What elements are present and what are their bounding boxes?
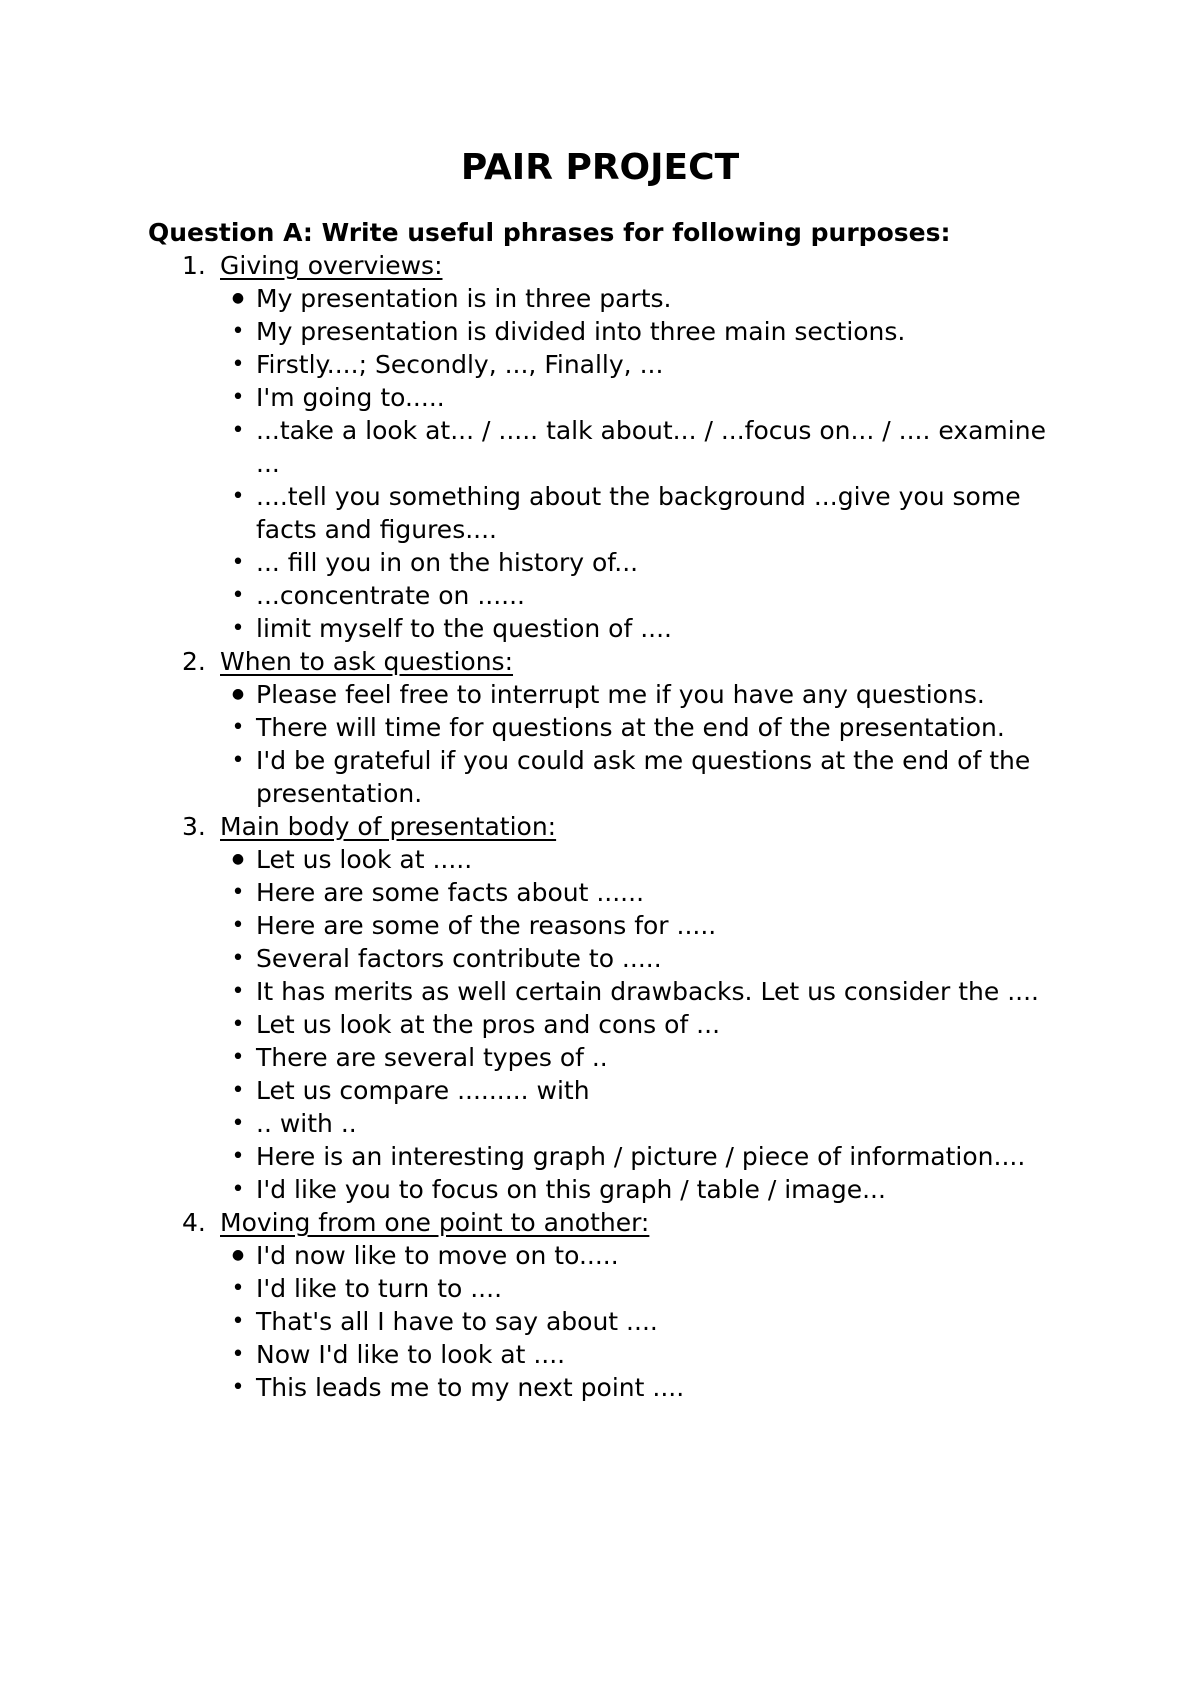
bullet-icon: • [231,1177,245,1202]
section-heading: When to ask questions: [220,647,514,676]
phrase-item: • My presentation is divided into three main sections. [148,315,1068,348]
bullet-icon: • [231,880,245,905]
phrase-item: • It has merits as well certain drawbacks. Let us consider the .... [148,975,1068,1008]
bullet-icon: • [231,748,245,773]
section-moving-between-points [148,1206,1068,1404]
bullet-icon: • [231,1045,245,1070]
phrase-list [220,678,1068,810]
phrase-item: ● I'd now like to move on to..... [148,1239,1068,1272]
phrase-item: • I'd be grateful if you could ask me questions at the end of the presentation. [148,744,1068,810]
document-body [148,216,1068,1404]
phrase-item: • .. with .. [148,1107,1068,1140]
phrase-item: • ... fill you in on the history of... [148,546,1068,579]
phrase-list [220,1239,1068,1404]
section-number: 3. [182,812,206,841]
question-heading: Question A: Write useful phrases for following purposes: [148,218,951,247]
document-title: PAIR PROJECT [460,147,740,188]
bullet-icon: • [231,913,245,938]
phrase-item: • Let us compare ......... with [148,1074,1068,1107]
phrase-item: ● My presentation is in three parts. [148,282,1068,315]
section-heading: Giving overviews: [220,251,443,280]
phrase-item: • I'm going to..... [148,381,1068,414]
phrase-item: • ...concentrate on ...... [148,579,1068,612]
section-when-to-ask-questions [148,645,1068,810]
bullet-icon: • [231,550,245,575]
phrase-list [220,843,1068,1206]
bullet-icon: • [231,1078,245,1103]
bullet-icon: • [231,616,245,641]
bullet-icon: ● [231,1247,245,1263]
phrase-item: • I'd like to turn to .... [148,1272,1068,1305]
phrase-item: ● Please feel free to interrupt me if you have any questions. [148,678,1068,711]
phrase-item: • There are several types of .. [148,1041,1068,1074]
bullet-icon: • [231,1375,245,1400]
bullet-icon: • [231,1342,245,1367]
bullet-icon: • [231,583,245,608]
phrase-item: ● Let us look at ..... [148,843,1068,876]
bullet-icon: ● [231,851,245,867]
bullet-icon: • [231,1276,245,1301]
phrase-item: • That's all I have to say about .... [148,1305,1068,1338]
section-list [148,249,1068,1404]
phrase-item: • Firstly....; Secondly, ..., Finally, ... [148,348,1068,381]
phrase-item: • Here are some of the reasons for ..... [148,909,1068,942]
section-main-body [148,810,1068,1206]
phrase-item: • ....tell you something about the background ...give you some facts and figures.... [148,480,1068,546]
bullet-icon: ● [231,686,245,702]
bullet-icon: • [231,352,245,377]
bullet-icon: • [231,946,245,971]
bullet-icon: • [231,1111,245,1136]
bullet-icon: • [231,484,245,509]
phrase-item: • Here is an interesting graph / picture / piece of information.... [148,1140,1068,1173]
bullet-icon: • [231,1309,245,1334]
bullet-icon: • [231,319,245,344]
section-number: 4. [182,1208,206,1237]
phrase-item: • limit myself to the question of .... [148,612,1068,645]
section-heading: Main body of presentation: [220,812,557,841]
section-giving-overviews [148,249,1068,645]
bullet-icon: • [231,1144,245,1169]
bullet-icon: • [231,715,245,740]
bullet-icon: • [231,979,245,1004]
bullet-icon: • [231,418,245,443]
phrase-list [220,282,1068,645]
bullet-icon: ● [231,290,245,306]
section-number: 1. [182,251,206,280]
phrase-item: • This leads me to my next point .... [148,1371,1068,1404]
phrase-item: • Here are some facts about ...... [148,876,1068,909]
bullet-icon: • [231,1012,245,1037]
bullet-icon: • [231,385,245,410]
phrase-item: • Let us look at the pros and cons of ... [148,1008,1068,1041]
section-number: 2. [182,647,206,676]
phrase-item: • Now I'd like to look at .... [148,1338,1068,1371]
phrase-item: • ...take a look at... / ..... talk about... / ...focus on... / .... examine ... [148,414,1068,480]
section-heading: Moving from one point to another: [220,1208,650,1237]
phrase-item: • I'd like you to focus on this graph / table / image... [148,1173,1068,1206]
phrase-item: • There will time for questions at the end of the presentation. [148,711,1068,744]
phrase-item: • Several factors contribute to ..... [148,942,1068,975]
